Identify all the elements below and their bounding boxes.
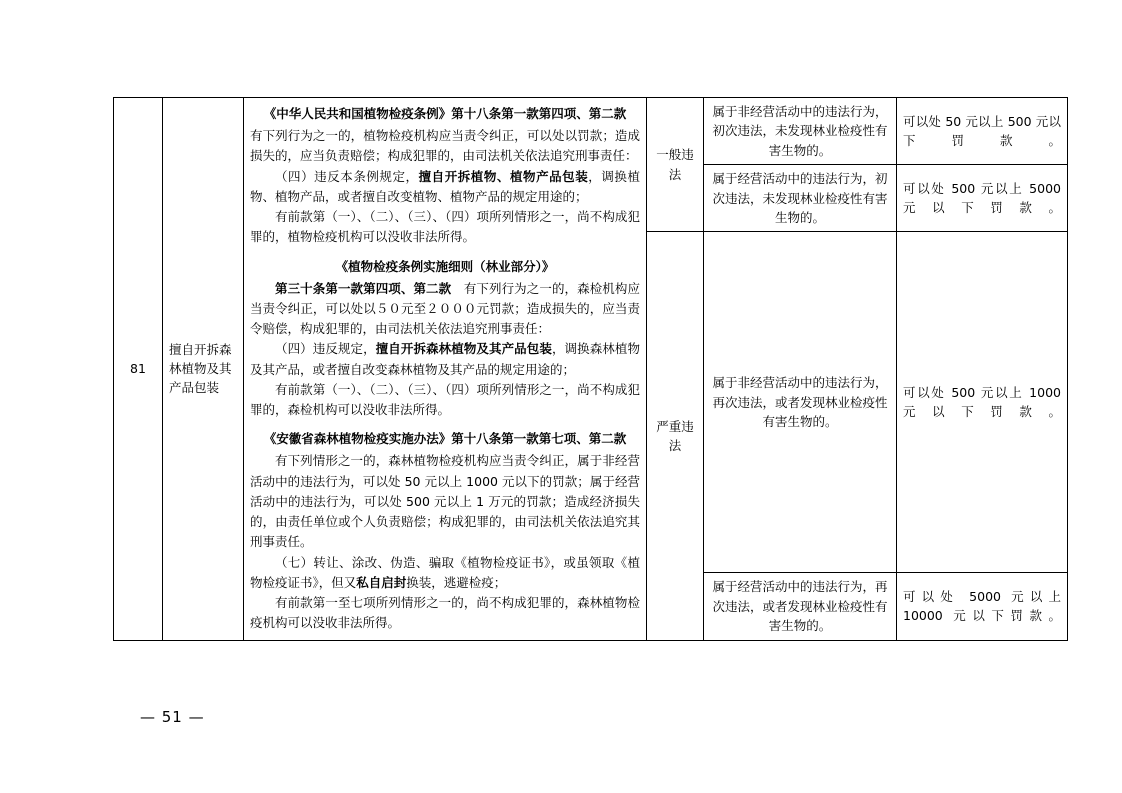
law-title-1: 《中华人民共和国植物检疫条例》第十八条第一款第四项、第二款 [263, 106, 627, 121]
block-spacer-1 [250, 250, 640, 255]
law-title-2: 《植物检疫条例实施细则（林业部分）》 [335, 258, 555, 274]
law-2-paragraph-2 [250, 339, 640, 380]
law-1-p2-post: ，调换植物、植物产品，或者擅自改变植物、植物产品的规定用途的； [250, 168, 640, 204]
block-spacer-2 [250, 422, 640, 427]
page-number-footer: — 51 — [140, 708, 205, 726]
law-3-paragraph-3: 有前款第一至七项所列情形之一的，尚不构成犯罪的，森林植物检疫机构可以没收非法所得。 [250, 595, 640, 631]
legal-block-2 [250, 257, 640, 421]
legal-block-1 [250, 104, 640, 248]
law-1-paragraph-2 [250, 167, 640, 208]
law-1-p1-text: 有下列行为之一的，植物检疫机构应当责令纠正，可以处以罚款；造成损失的，应当负责赔偿；构成犯罪的，由司法机关依法追究刑事责任： [250, 128, 640, 164]
table-row [114, 98, 1068, 165]
condition-cell-1: 属于非经营活动中的违法行为，初次违法，未发现林业检疫性有害生物的。 [704, 98, 897, 165]
severity-level-serious: 严重违法 [647, 232, 704, 640]
item-name-cell: 擅自开拆森林植物及其产品包装 [163, 98, 244, 641]
severity-level-general: 一般违法 [647, 98, 704, 232]
legal-block-3 [250, 429, 640, 633]
penalty-cell-2: 可以处 500 元以上 5000 元以下罚款。 [897, 165, 1068, 232]
law-3-p2-post: 换装，逃避检疫； [406, 574, 507, 590]
law-1-p2-pre: （四）违反本条例规定， [275, 168, 419, 184]
penalty-cell-4: 可以处 5000 元以上 10000 元以下罚款。 [897, 573, 1068, 640]
law-1-p2-bold: 擅自开拆植物、植物产品包装 [418, 168, 589, 184]
condition-cell-3: 属于非经营活动中的违法行为，再次违法，或者发现林业检疫性有害生物的。 [704, 232, 897, 573]
law-2-p2-bold: 擅自开拆森林植物及其产品包装 [375, 341, 552, 357]
discretion-benchmark-table [113, 97, 1068, 641]
law-1-paragraph-3: 有前款第（一）、（二）、（三）、（四）项所列情形之一，尚不构成犯罪的，植物检疫机构可以没收非法所得。 [250, 209, 640, 245]
law-2-paragraph-1 [250, 279, 640, 340]
condition-cell-2: 属于经营活动中的违法行为，初次违法，未发现林业检疫性有害生物的。 [704, 165, 897, 232]
condition-cell-4: 属于经营活动中的违法行为，再次违法，或者发现林业检疫性有害生物的。 [704, 573, 897, 640]
penalty-cell-3: 可以处 500 元以上 1000 元以下罚款。 [897, 232, 1068, 573]
law-2-paragraph-3: 有前款第（一）、（二）、（三）、（四）项所列情形之一，尚不构成犯罪的，森检机构可以没收非法所得。 [250, 381, 640, 417]
penalty-cell-1: 可以处 50 元以上 500 元以下罚款。 [897, 98, 1068, 165]
law-3-p2-pre: （七）转让、涂改、伪造、骗取《植物检疫证书》，或虽领取《植物检疫证书》，但又 [250, 554, 640, 590]
law-2-p2-pre: （四）违反规定， [275, 341, 376, 357]
law-2-p1-text: 有下列行为之一的，森检机构应当责令纠正，可以处以５０元至２０００元罚款；造成损失的，应当责令赔偿，构成犯罪的，由司法机关依法追究刑事责任： [250, 280, 640, 336]
law-1-paragraph-1 [250, 126, 640, 167]
law-2-p2-post: ，调换森林植物及其产品，或者擅自改变森林植物及其产品的规定用途的； [250, 341, 640, 377]
law-3-paragraph-1: 有下列情形之一的，森林植物检疫机构应当责令纠正，属于非经营活动中的违法行为，可以处 50 元以上 1000 元以下的罚款；属于经营活动中的违法行为，可以处 500 元以上 1 万元的罚款；造成经济损失的，由责任单位或个人负责赔偿；构成犯罪的，由司法机关依法追究其刑事责任。 [250, 453, 640, 550]
law-title-3: 《安徽省森林植物检疫实施办法》第十八条第一款第七项、第二款 [263, 431, 627, 447]
law-2-p1-bold: 第三十条第一款第四项、第二款 [275, 280, 452, 296]
legal-basis-cell [244, 98, 647, 641]
law-3-p2-bold: 私自启封 [356, 574, 407, 590]
law-3-paragraph-2 [250, 553, 640, 594]
row-number-cell: 81 [114, 98, 163, 641]
